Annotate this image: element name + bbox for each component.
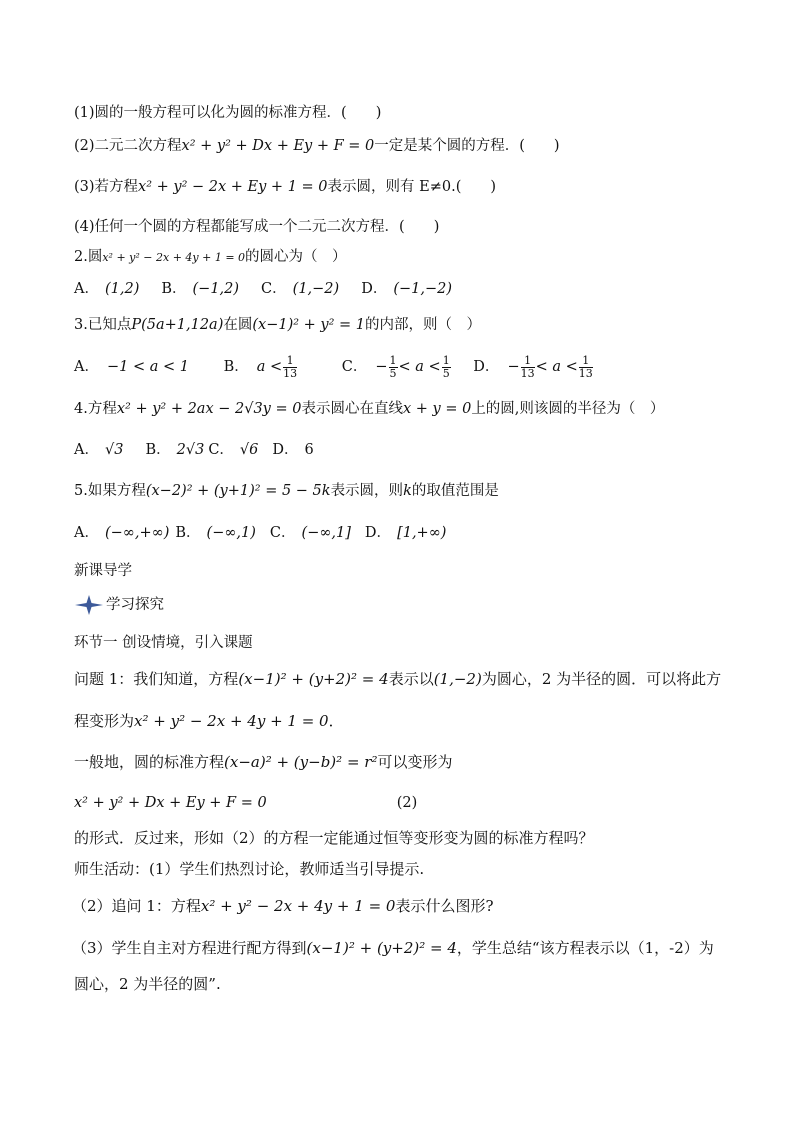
fraction: $\frac{1}{13}$ [283,353,298,380]
question-3-options: A． −1 < a < 1 B． a < $\frac{1}{13}$ C． − $\frac{1}{5}$ < a < $\frac{1}{5}$ D． − $\frac{1}{13}$ < a < $\frac{1}{13}$ [74,353,593,380]
four-point-star-icon [74,594,104,616]
question-4: 4.方程x² + y² + 2ax − 2√3y = 0表示圆心在直线x + y = 0上的圆,则该圆的半径为（ ） [74,401,665,417]
fraction: $\frac{1}{5}$ [442,353,450,380]
question-2: 2.圆x² + y² − 2x + 4y + 1 = 0的圆心为（ ） [74,249,347,265]
paragraph-problem-1: 问题 1：我们知道，方程(x−1)² + (y+2)² = 4表示以(1,−2)为圆心，2 为半径的圆．可以将此方 [74,670,722,688]
paragraph-activity-3-cont: 圆心，2 为半径的圆”. [74,975,221,993]
paragraph-activity-3: （3）学生自主对方程进行配方得到(x−1)² + (y+2)² = 4，学生总结“该方程表示以（1，-2）为 [72,939,714,957]
equation: x² + y² − 2x + 4y + 1 = 0 [200,897,396,915]
section-title-study: 学习探究 [74,594,733,616]
fraction: $\frac{1}{13}$ [520,353,535,380]
equation: (x−a)² + (y−b)² = r² [224,753,378,771]
question-5: 5.如果方程(x−2)² + (y+1)² = 5 − 5k表示圆，则k的取值范围是 [74,483,499,499]
equation: x² + y² + Dx + Ey + F = 0 [74,795,267,811]
point-p: P(5a+1,12a) [131,317,224,333]
question-3: 3.已知点P(5a+1,12a)在圆(x−1)² + y² = 1的内部，则（ ） [74,317,482,333]
question-4-options: A． √3 B． 2√3 C． √6 D． 6 [74,442,314,458]
statement-4: (4)任何一个圆的方程都能写成一个二元二次方程．( ) [74,219,440,235]
equation: x² + y² + 2ax − 2√3y = 0 [116,401,302,417]
statement-3: (3)若方程x² + y² − 2x + Ey + 1 = 0表示圆，则有 E≠0.( ) [74,179,497,195]
paragraph-activity-1: 师生活动：(1）学生们热烈讨论，教师适当引导提示. [74,860,425,878]
equation: (x−1)² + (y+2)² = 4 [238,670,389,688]
equation-2 [74,793,733,813]
paragraph-problem-1-cont: 程变形为x² + y² − 2x + 4y + 1 = 0． [74,712,344,730]
statement-1: (1)圆的一般方程可以化为圆的标准方程．( ) [74,105,382,121]
paragraph-activity-2: （2）追问 1：方程x² + y² − 2x + 4y + 1 = 0表示什么图形? [72,897,494,915]
section-title-new-lesson: 新课导学 [74,563,132,579]
equation: x² + y² − 2x + 4y + 1 = 0 [134,712,329,730]
question-5-options: A． (−∞,+∞) B． (−∞,1) C． (−∞,1] D． [1,+∞) [74,525,447,541]
equation: x² + y² − 2x + 4y + 1 = 0 [102,251,246,264]
line-equation: x + y = 0 [402,401,472,417]
question-2-options: A． (1,2) B． (−1,2) C． (1,−2) D． (−1,−2) [74,281,453,297]
fraction: $\frac{1}{5}$ [389,353,397,380]
fraction: $\frac{1}{13}$ [578,353,593,380]
paragraph-converse: 的形式．反过来，形如（2）的方程一定能通过恒等变形变为圆的标准方程吗？ [74,829,594,847]
step-1-title: 环节一 创设情境，引入课题 [74,635,253,651]
equation-number: (2) [396,795,418,811]
equation: (x−1)² + (y+2)² = 4 [306,939,457,957]
equation: x² + y² + Dx + Ey + F = 0 [181,138,375,154]
equation: (x−2)² + (y+1)² = 5 − 5k [145,483,331,499]
paragraph-general: 一般地，圆的标准方程(x−a)² + (y−b)² = r²可以变形为 [74,753,453,771]
circle-equation: (x−1)² + y² = 1 [252,317,366,333]
statement-2: (2)二元二次方程x² + y² + Dx + Ey + F = 0一定是某个圆的方程．( ) [74,138,560,154]
equation: x² + y² − 2x + Ey + 1 = 0 [138,179,328,195]
